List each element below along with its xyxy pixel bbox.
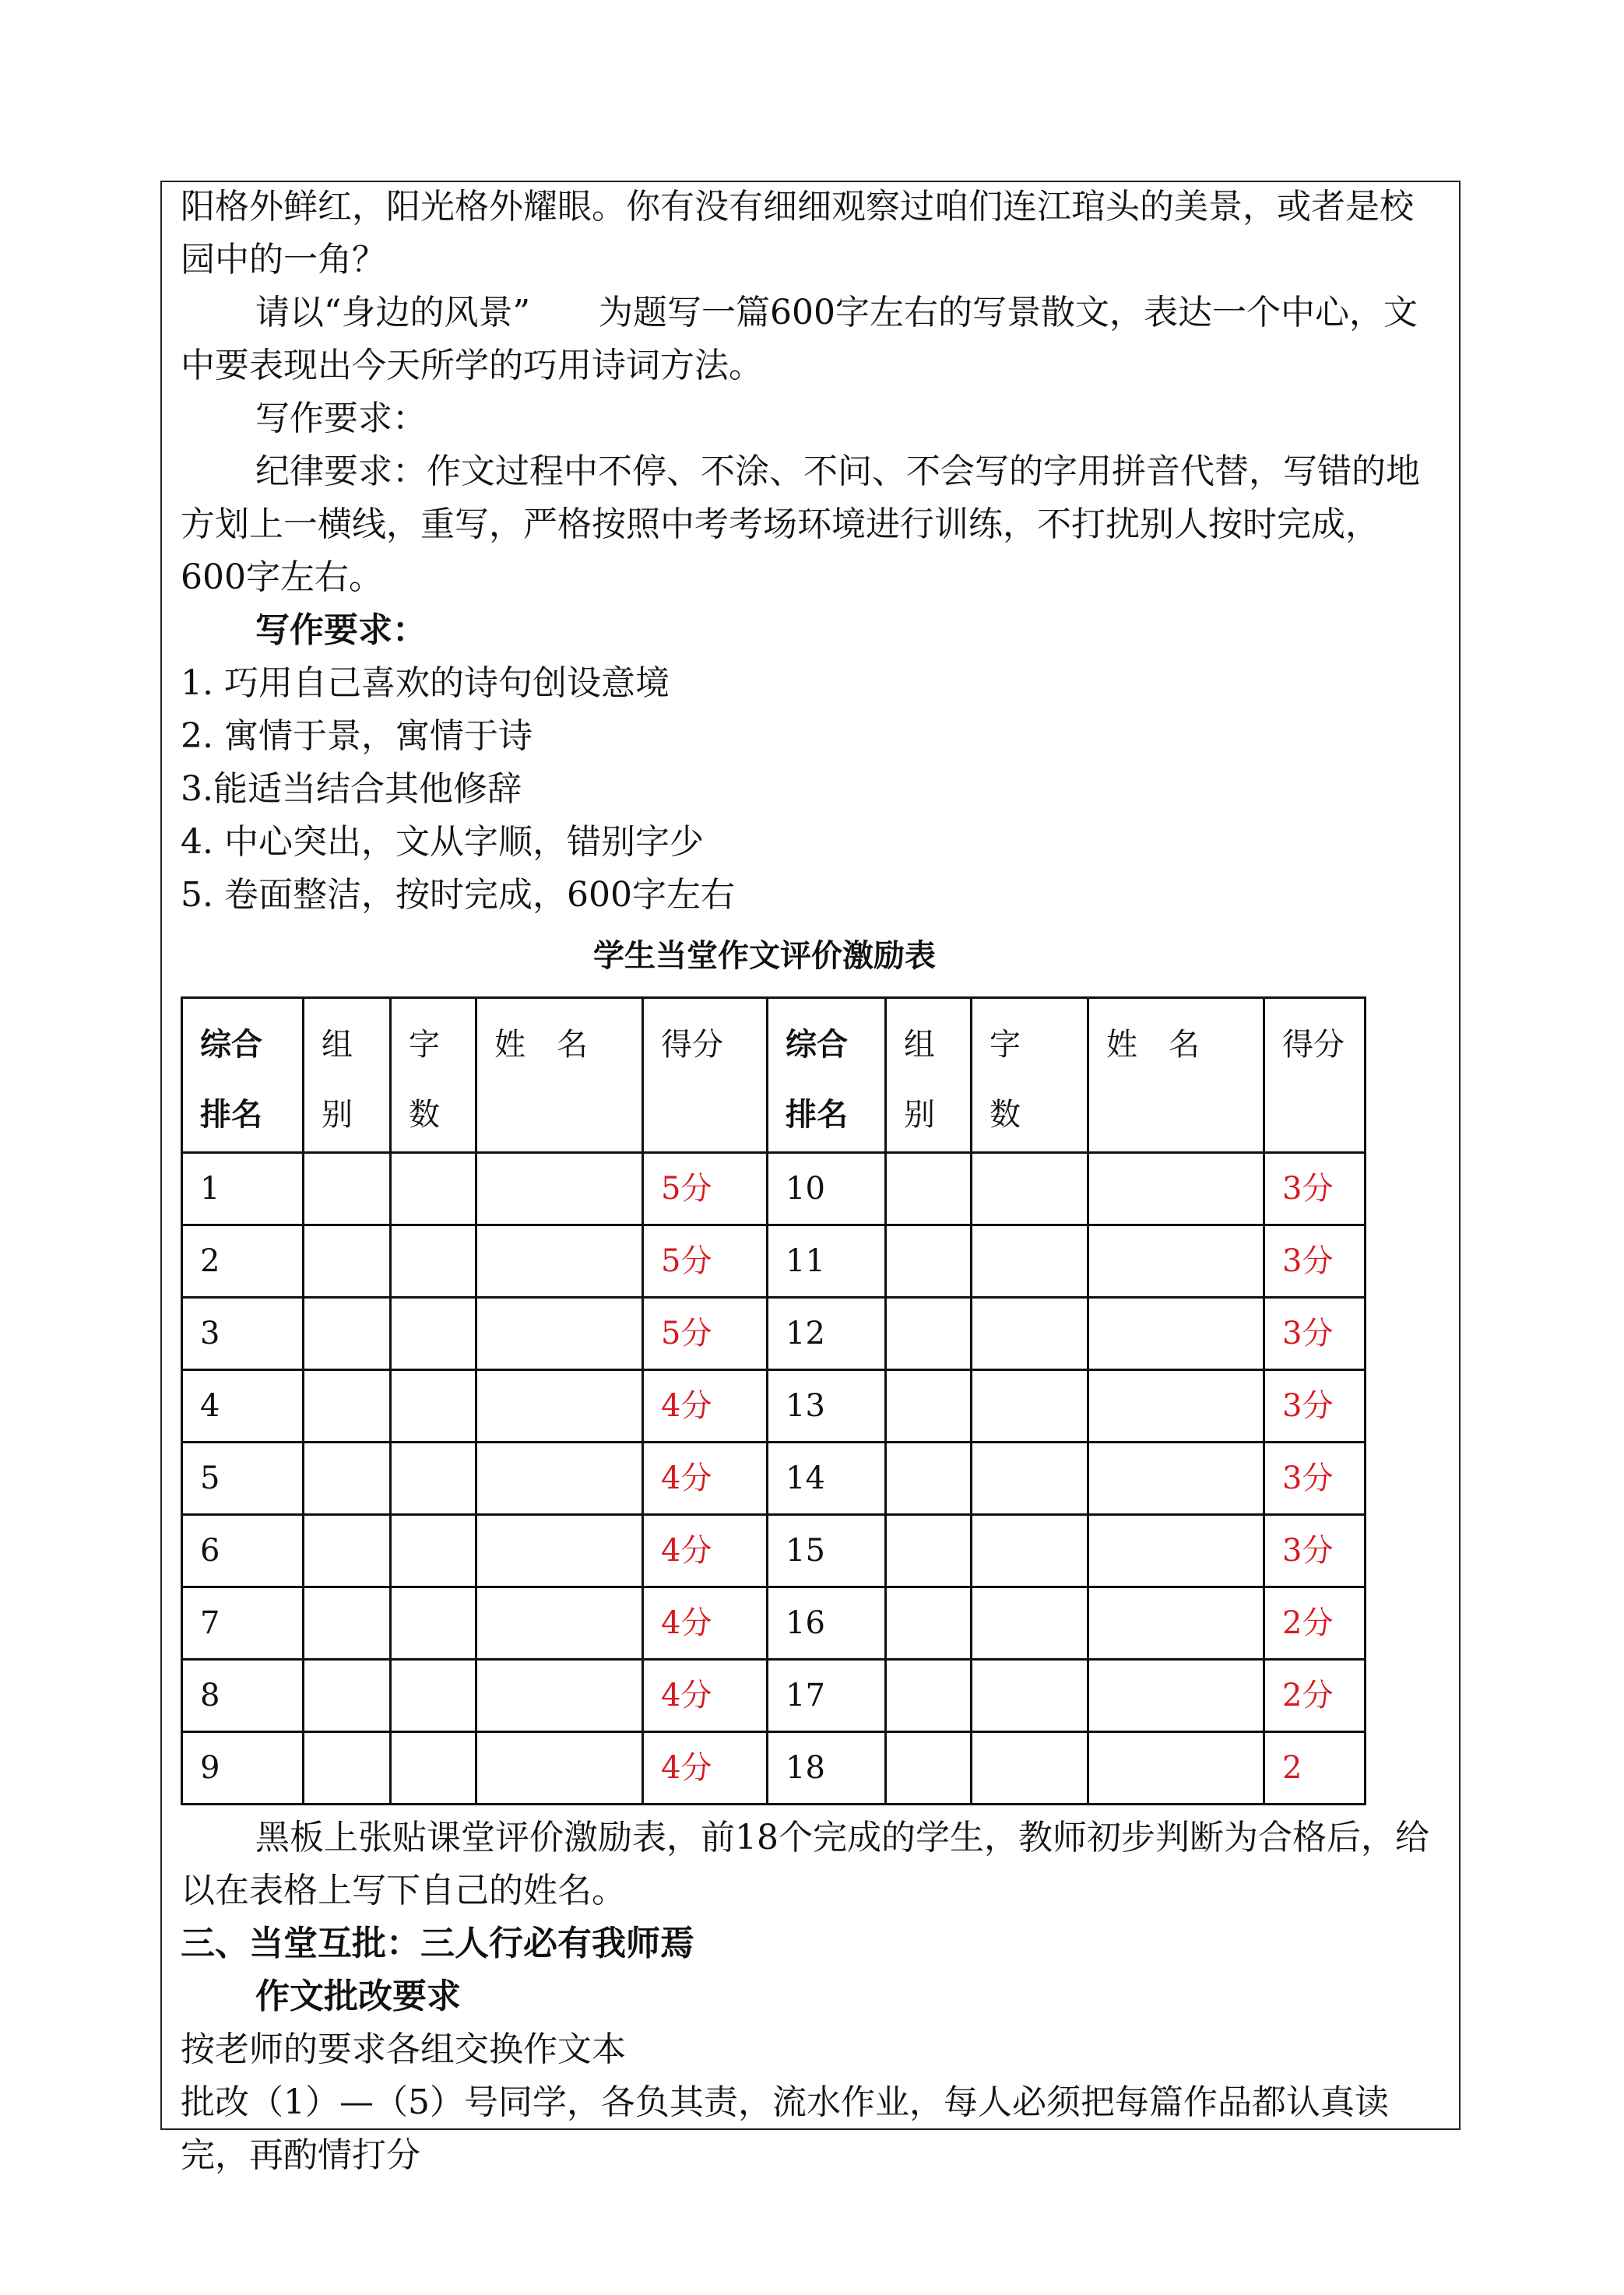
- group-cell: [304, 1515, 391, 1587]
- writing-task: 请以“身边的风景” 为题写一篇600字左右的写景散文，表达一个中心，文中要表现出今天所学的巧用诗词方法。: [181, 293, 1418, 385]
- requirement-item: 3.能适当结合其他修辞: [181, 769, 522, 809]
- blackboard-note: 黑板上张贴课堂评价激励表，前18个完成的学生，教师初步判断为合格后，给以在表格上写下自己的姓名。: [181, 1818, 1429, 1910]
- word-count-cell: [972, 1298, 1088, 1370]
- rank-cell: 5: [182, 1443, 304, 1515]
- group-cell: [304, 1153, 391, 1225]
- score-cell: 4分: [643, 1370, 768, 1443]
- table-row: [182, 1660, 1366, 1732]
- name-cell: [1088, 1370, 1264, 1443]
- score-cell: 2: [1264, 1732, 1366, 1805]
- score-cell: 3分: [1264, 1153, 1366, 1225]
- word-count-cell: [972, 1153, 1088, 1225]
- rank-cell: 12: [768, 1298, 886, 1370]
- word-count-cell: [972, 1515, 1088, 1587]
- header-score: 得分: [1264, 998, 1366, 1153]
- name-cell: [1088, 1732, 1264, 1805]
- name-cell: [476, 1298, 643, 1370]
- group-cell: [886, 1153, 972, 1225]
- header-word-count: 字 数: [391, 998, 476, 1153]
- rank-cell: 7: [182, 1587, 304, 1660]
- name-cell: [476, 1370, 643, 1443]
- table-row: [182, 1443, 1366, 1515]
- document-body: [181, 181, 1442, 2182]
- rank-cell: 2: [182, 1225, 304, 1298]
- review-instruction: 批改（1）—（5）号同学，各负其责，流水作业，每人必须把每篇作品都认真读完，再酌情打分: [181, 2082, 1389, 2175]
- word-count-cell: [391, 1660, 476, 1732]
- name-cell: [476, 1153, 643, 1225]
- word-count-cell: [391, 1443, 476, 1515]
- score-cell: 5分: [643, 1225, 768, 1298]
- rank-cell: 6: [182, 1515, 304, 1587]
- writing-requirements-heading: 写作要求：: [255, 610, 427, 650]
- score-cell: 4分: [643, 1587, 768, 1660]
- rank-cell: 9: [182, 1732, 304, 1805]
- group-cell: [304, 1298, 391, 1370]
- intro-line: 阳格外鲜红，阳光格外耀眼。你有没有细细观察过咱们连江琯头的美景，或者是校园中的一角？: [181, 187, 1414, 279]
- rank-cell: 16: [768, 1587, 886, 1660]
- table-row: [182, 1225, 1366, 1298]
- header-word-count: 字 数: [972, 998, 1088, 1153]
- rank-cell: 3: [182, 1298, 304, 1370]
- score-cell: 5分: [643, 1153, 768, 1225]
- group-cell: [304, 1587, 391, 1660]
- score-cell: 3分: [1264, 1370, 1366, 1443]
- name-cell: [476, 1515, 643, 1587]
- table-row: [182, 1298, 1366, 1370]
- table-row: [182, 1515, 1366, 1587]
- name-cell: [476, 1225, 643, 1298]
- score-cell: 3分: [1264, 1443, 1366, 1515]
- table-body: [182, 1153, 1366, 1805]
- name-cell: [1088, 1515, 1264, 1587]
- score-cell: 3分: [1264, 1225, 1366, 1298]
- name-cell: [1088, 1298, 1264, 1370]
- score-cell: 4分: [643, 1660, 768, 1732]
- group-cell: [304, 1225, 391, 1298]
- score-cell: 4分: [643, 1515, 768, 1587]
- score-cell: 2分: [1264, 1587, 1366, 1660]
- group-cell: [886, 1370, 972, 1443]
- table-header-row: [182, 998, 1366, 1153]
- word-count-cell: [972, 1225, 1088, 1298]
- table-row: [182, 1370, 1366, 1443]
- rank-cell: 1: [182, 1153, 304, 1225]
- name-cell: [1088, 1225, 1264, 1298]
- word-count-cell: [972, 1660, 1088, 1732]
- word-count-cell: [972, 1370, 1088, 1443]
- score-cell: 3分: [1264, 1515, 1366, 1587]
- discipline-requirements: 纪律要求：作文过程中不停、不涂、不问、不会写的字用拼音代替，写错的地方划上一横线，重写，严格按照中考考场环境进行训练，不打扰别人按时完成，600字左右。: [181, 452, 1420, 597]
- group-cell: [886, 1732, 972, 1805]
- header-score: 得分: [643, 998, 768, 1153]
- review-requirements-heading: 作文批改要求: [255, 1977, 461, 2016]
- group-cell: [304, 1370, 391, 1443]
- header-rank: 综合 排名: [768, 998, 886, 1153]
- rank-cell: 13: [768, 1370, 886, 1443]
- requirement-item: 4. 中心突出，文从字顺，错别字少: [181, 822, 704, 862]
- name-cell: [1088, 1153, 1264, 1225]
- rank-cell: 15: [768, 1515, 886, 1587]
- table-caption: 学生当堂作文评价激励表: [593, 937, 936, 974]
- name-cell: [1088, 1443, 1264, 1515]
- group-cell: [886, 1225, 972, 1298]
- word-count-cell: [972, 1443, 1088, 1515]
- header-rank: 综合 排名: [182, 998, 304, 1153]
- score-cell: 3分: [1264, 1298, 1366, 1370]
- header-group: 组 别: [886, 998, 972, 1153]
- name-cell: [476, 1443, 643, 1515]
- group-cell: [886, 1298, 972, 1370]
- group-cell: [886, 1587, 972, 1660]
- section-three-heading: 三、当堂互批：三人行必有我师焉: [181, 1924, 694, 1963]
- name-cell: [476, 1732, 643, 1805]
- score-cell: 5分: [643, 1298, 768, 1370]
- requirement-item: 5. 卷面整洁，按时完成，600字左右: [181, 875, 735, 915]
- word-count-cell: [391, 1587, 476, 1660]
- requirement-item: 1. 巧用自己喜欢的诗句创设意境: [181, 663, 670, 703]
- table-row: [182, 1732, 1366, 1805]
- evaluation-table: [181, 996, 1366, 1805]
- group-cell: [304, 1443, 391, 1515]
- name-cell: [476, 1660, 643, 1732]
- word-count-cell: [972, 1587, 1088, 1660]
- name-cell: [1088, 1660, 1264, 1732]
- review-instruction: 按老师的要求各组交换作文本: [181, 2030, 626, 2069]
- word-count-cell: [391, 1370, 476, 1443]
- score-cell: 2分: [1264, 1660, 1366, 1732]
- rank-cell: 10: [768, 1153, 886, 1225]
- name-cell: [1088, 1587, 1264, 1660]
- header-name: 姓 名: [476, 998, 643, 1153]
- rank-cell: 17: [768, 1660, 886, 1732]
- word-count-cell: [391, 1153, 476, 1225]
- word-count-cell: [391, 1732, 476, 1805]
- writing-requirements-list: [181, 657, 1442, 922]
- rank-cell: 4: [182, 1370, 304, 1443]
- group-cell: [886, 1660, 972, 1732]
- rank-cell: 14: [768, 1443, 886, 1515]
- header-group: 组 别: [304, 998, 391, 1153]
- score-cell: 4分: [643, 1732, 768, 1805]
- group-cell: [304, 1660, 391, 1732]
- name-cell: [476, 1587, 643, 1660]
- requirements-label: 写作要求：: [255, 399, 427, 438]
- word-count-cell: [972, 1732, 1088, 1805]
- rank-cell: 11: [768, 1225, 886, 1298]
- header-name: 姓 名: [1088, 998, 1264, 1153]
- score-cell: 4分: [643, 1443, 768, 1515]
- group-cell: [886, 1443, 972, 1515]
- word-count-cell: [391, 1298, 476, 1370]
- rank-cell: 18: [768, 1732, 886, 1805]
- table-row: [182, 1153, 1366, 1225]
- table-row: [182, 1587, 1366, 1660]
- group-cell: [886, 1515, 972, 1587]
- rank-cell: 8: [182, 1660, 304, 1732]
- requirement-item: 2. 寓情于景，寓情于诗: [181, 716, 533, 756]
- group-cell: [304, 1732, 391, 1805]
- word-count-cell: [391, 1515, 476, 1587]
- word-count-cell: [391, 1225, 476, 1298]
